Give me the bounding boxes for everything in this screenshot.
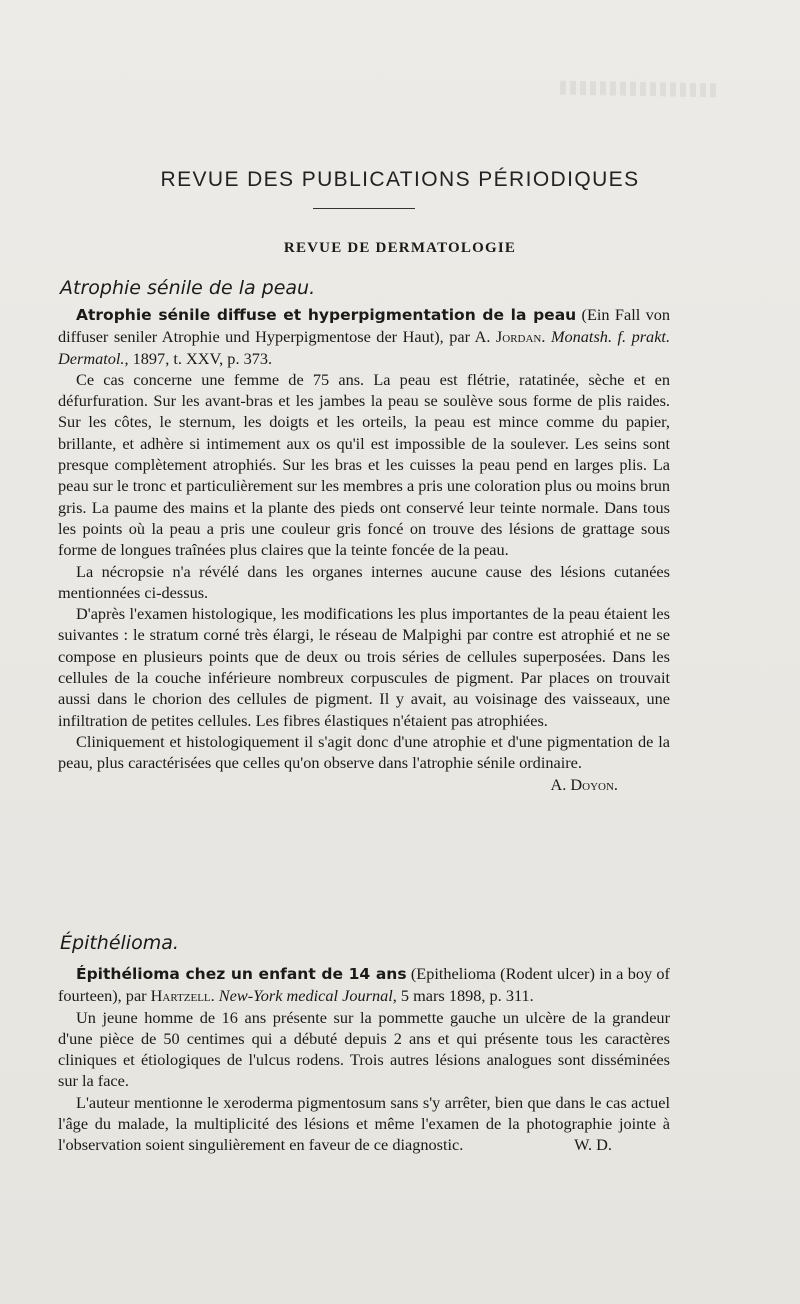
article-1-paragraph: D'après l'examen histologique, les modifications les plus importantes de la peau étaient les suivantes : le stratum corné très élargi, le réseau de Malpighi par contre est atrophié et ne se compose en plusieurs points que de deux ou trois séries de cellules superposées. Dans les cellules de la couche inférieure nombreux corpuscules de pigment. Par places on trouvait aussi dans le chorion des cellules de pigment. Il y avait, au voisinage des vaisseaux, une infiltration de petites cellules. Les fibres élastiques n'étaient pas atrophiées. [58, 604, 670, 730]
subsection-title-2: Épithélioma. [60, 932, 179, 954]
article-2-citation-pre: (Epithelioma (Rodent ulcer) in a boy of fourteen), par [58, 964, 670, 1006]
show-through-shadow [560, 81, 720, 98]
article-1-citation-pre: (Ein Fall von diffuser seniler Atrophie und Hyperpigmentose der Haut), par A. [58, 305, 670, 347]
article-2-journal: New-York medical Journal [218, 986, 393, 1006]
title-rule [313, 208, 415, 209]
article-2-heading [58, 963, 670, 1007]
article-1 [58, 304, 670, 795]
article-2-citation-post: , 5 mars 1898, p. 311. [392, 986, 534, 1006]
article-2-author: Hartzell. [150, 986, 215, 1006]
article-1-title: Atrophie sénile diffuse et hyperpigmentation de la peau [76, 306, 577, 324]
article-1-heading [58, 304, 670, 369]
article-2 [58, 963, 670, 1156]
article-2-paragraph: Un jeune homme de 16 ans présente sur la pommette gauche un ulcère de la grandeur d'une pièce de 50 centimes qui a débuté depuis 2 ans et qui présente tous les caractères cliniques et étiologiques de l'ulcus rodens. Trois autres lésions analogues sont disséminées sur la face. [58, 1007, 670, 1091]
article-1-citation-post: , 1897, t. XXV, p. 373. [124, 348, 273, 368]
article-2-title: Épithélioma chez un enfant de 14 ans [76, 965, 407, 983]
article-2-signature: W. D. [574, 1135, 612, 1155]
article-1-paragraph: Ce cas concerne une femme de 75 ans. La peau est flétrie, ratatinée, sèche et en défurfuration. Sur les avant-bras et les jambes la peau se soulève sous forme de plis raides. Sur les côtes, le sternum, les doigts et les orteils, la peau est mince comme du papier, brillante, et adhère si intimement aux os qu'il est impossible de la soulever. Les seins sont presque complètement atrophiés. Sur les bras et les cuisses la peau pend en larges plis. La peau sur le tronc et particulièrement sur les membres a pris une coloration plus ou moins brun gris. La paume des mains et la plante des pieds ont conservé leur teinte normale. Dans tous les points où la peau a pris une couleur gris foncé on trouve des lésions de grattage sous forme de longues traînées plus claires que la teinte foncée de la peau. [58, 369, 670, 560]
article-1-last-paragraph [58, 731, 670, 794]
article-1-last-text: Cliniquement et histologiquement il s'agit donc d'une atrophie et d'une pigmentation de la peau, plus caractérisées que celles qu'on observe dans l'atrophie sénile ordinaire. [58, 731, 670, 773]
article-1-author: Jordan. [495, 327, 546, 347]
article-1-journal: Monatsh. f. prakt. Dermatol. [58, 327, 671, 368]
article-2-last-text: L'auteur mentionne le xeroderma pigmentosum sans s'y arrêter, bien que dans le cas actuel l'âge du malade, la multiplicité des lésions et même l'examen de la photographie jointe à l'observation soient singulièrement en faveur de ce diagnostic. [58, 1092, 670, 1155]
page-title: REVUE DES PUBLICATIONS PÉRIODIQUES [160, 168, 640, 191]
article-1-signature: A. Doyon. [550, 774, 618, 794]
article-2-last-paragraph [58, 1092, 670, 1156]
article-1-paragraph: La nécropsie n'a révélé dans les organes internes aucune cause des lésions cutanées mentionnées ci-dessus. [58, 561, 670, 602]
section-title: REVUE DE DERMATOLOGIE [283, 240, 517, 256]
subsection-title-1: Atrophie sénile de la peau. [60, 277, 316, 299]
